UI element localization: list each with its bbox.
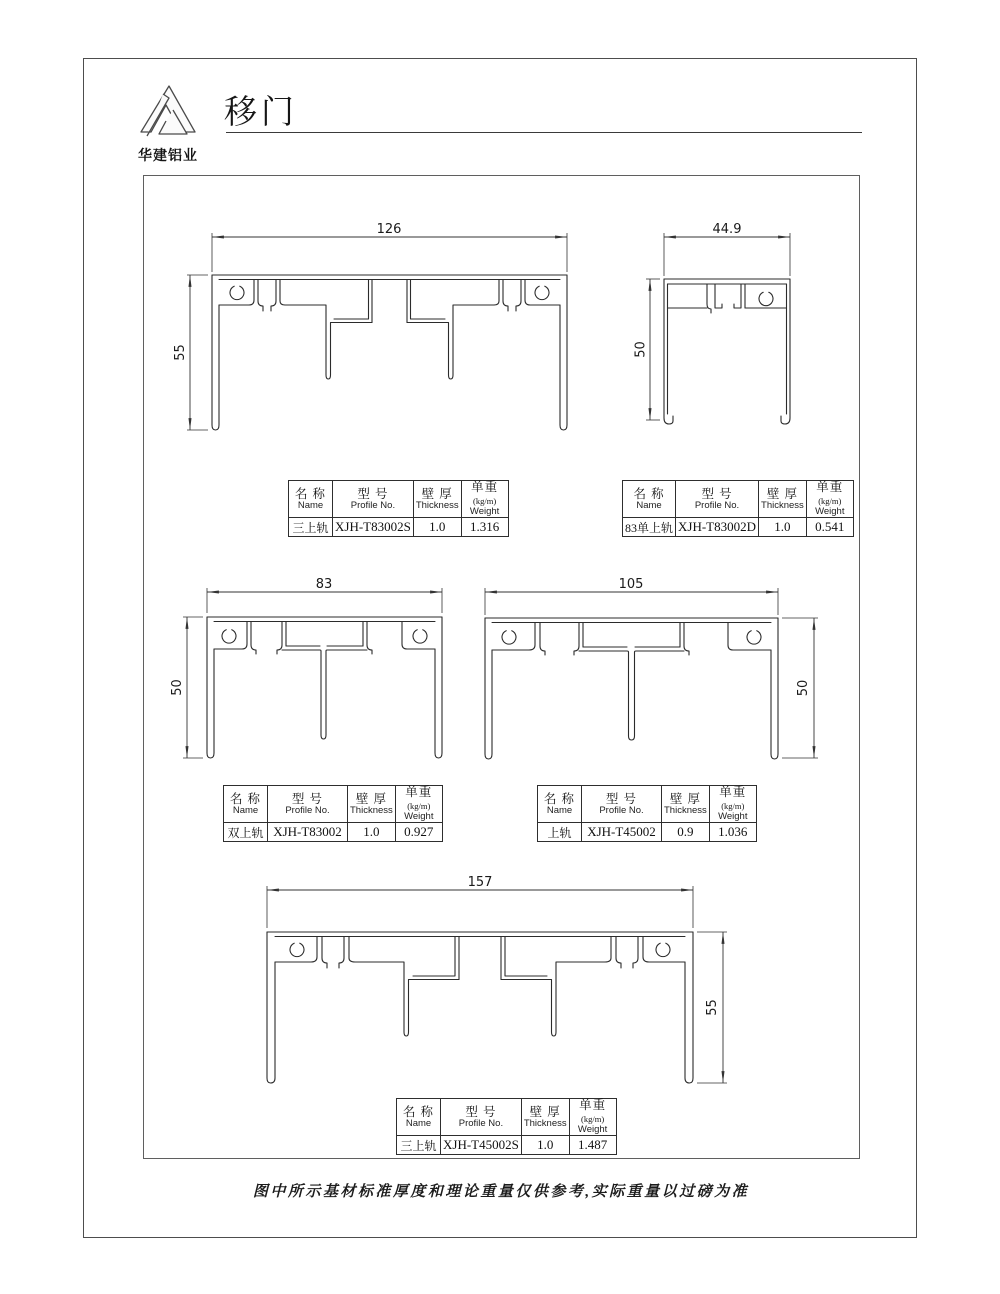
- profile-drawing-t45002s: [233, 873, 788, 1103]
- title-underline: [226, 132, 862, 133]
- clip-detail: [502, 631, 516, 644]
- width-dimension: [485, 577, 778, 615]
- table-row: [224, 823, 443, 842]
- col-header-name: 名 称 Name: [623, 481, 676, 518]
- col-header-thickness: 壁 厚 Thickness: [521, 1099, 569, 1136]
- clip-detail: [230, 286, 244, 299]
- profile-thickness: 0.9: [662, 823, 710, 842]
- width-dim-label: 83: [315, 577, 333, 592]
- height-dim-label: 50: [796, 679, 811, 697]
- profile-model: XJH-T45002: [582, 823, 662, 842]
- clip-detail: [222, 630, 236, 643]
- profile-thickness: 1.0: [413, 518, 461, 537]
- spec-table-t45002: [537, 785, 757, 842]
- height-dimension: [173, 275, 208, 430]
- col-header-name: 名 称 Name: [289, 481, 333, 518]
- col-header-weight: 单重(kg/m) Weight: [806, 481, 853, 518]
- spec-table-t45002s: [396, 1098, 617, 1155]
- col-header-weight: 单重(kg/m) Weight: [569, 1099, 616, 1136]
- col-header-model: 型 号 Profile No.: [582, 786, 662, 823]
- col-header-weight: 单重(kg/m) Weight: [709, 786, 756, 823]
- col-header-thickness: 壁 厚 Thickness: [348, 786, 396, 823]
- spec-table-t83002d: [622, 480, 854, 537]
- height-dimension: [697, 932, 727, 1083]
- profile-model: XJH-T83002: [268, 823, 348, 842]
- profile-name: 三上轨: [397, 1136, 441, 1155]
- page-title: 移门: [224, 95, 298, 131]
- height-dim-label: 55: [705, 999, 720, 1016]
- profile-name: 三上轨: [289, 518, 333, 537]
- col-header-weight: 单重(kg/m) Weight: [461, 481, 508, 518]
- profile-cross-section: [664, 279, 790, 424]
- clip-detail: [413, 630, 427, 643]
- col-header-model: 型 号 Profile No.: [333, 481, 414, 518]
- profile-cross-section: [212, 275, 567, 430]
- profile-weight: 0.541: [806, 518, 853, 537]
- profile-thickness: 1.0: [521, 1136, 569, 1155]
- col-header-name: 名 称 Name: [397, 1099, 441, 1136]
- profile-cross-section: [267, 932, 693, 1083]
- width-dimension: [212, 222, 567, 272]
- table-row: [289, 518, 509, 537]
- logo-text: 华建铝业: [138, 147, 198, 163]
- height-dimension: [782, 618, 818, 758]
- clip-detail: [290, 943, 304, 956]
- clip-detail: [747, 631, 761, 644]
- profile-thickness: 1.0: [759, 518, 807, 537]
- profile-weight: 1.036: [709, 823, 756, 842]
- col-header-thickness: 壁 厚 Thickness: [759, 481, 807, 518]
- height-dim-label: 50: [170, 679, 185, 696]
- col-header-model: 型 号 Profile No.: [676, 481, 759, 518]
- col-header-thickness: 壁 厚 Thickness: [413, 481, 461, 518]
- profile-cross-section: [207, 617, 442, 758]
- width-dim-label: 157: [467, 875, 493, 890]
- profile-drawing-t45002: [450, 558, 825, 775]
- table-row: [623, 518, 854, 537]
- profile-thickness: 1.0: [348, 823, 396, 842]
- profile-name: 上轨: [538, 823, 582, 842]
- logo-triangle-icon: [133, 84, 203, 142]
- profile-weight: 1.316: [461, 518, 508, 537]
- profile-name: 双上轨: [224, 823, 268, 842]
- col-header-thickness: 壁 厚 Thickness: [662, 786, 710, 823]
- table-row: [538, 823, 757, 842]
- width-dim-label: 44.9: [712, 222, 742, 237]
- profile-weight: 1.487: [569, 1136, 616, 1155]
- profile-cross-section: [485, 618, 778, 759]
- company-logo: [126, 84, 210, 165]
- width-dimension: [207, 577, 442, 613]
- profile-name: 83单上轨: [623, 518, 676, 537]
- col-header-name: 名 称 Name: [224, 786, 268, 823]
- profile-weight: 0.927: [395, 823, 442, 842]
- height-dim-label: 55: [173, 344, 188, 361]
- profile-drawing-t83002s: [175, 220, 580, 442]
- profile-model: XJH-T83002D: [676, 518, 759, 537]
- profile-model: XJH-T83002S: [333, 518, 414, 537]
- profile-drawing-t83002: [170, 558, 465, 775]
- spec-table-t83002: [223, 785, 443, 842]
- col-header-model: 型 号 Profile No.: [441, 1099, 522, 1136]
- width-dimension: [267, 875, 693, 928]
- profile-drawing-t83002d: [633, 220, 815, 442]
- width-dim-label: 126: [376, 222, 402, 237]
- clip-detail: [656, 943, 670, 956]
- width-dimension: [664, 222, 790, 276]
- width-dim-label: 105: [618, 577, 644, 592]
- height-dimension: [170, 617, 203, 758]
- col-header-name: 名 称 Name: [538, 786, 582, 823]
- footer-disclaimer: 图中所示基材标准厚度和理论重量仅供参考,实际重量以过磅为准: [252, 1184, 750, 1200]
- height-dim-label: 50: [633, 341, 649, 358]
- spec-table-t83002s: [288, 480, 509, 537]
- col-header-model: 型 号 Profile No.: [268, 786, 348, 823]
- clip-detail: [759, 292, 773, 305]
- profile-model: XJH-T45002S: [441, 1136, 522, 1155]
- table-row: [397, 1136, 617, 1155]
- clip-detail: [535, 286, 549, 299]
- col-header-weight: 单重(kg/m) Weight: [395, 786, 442, 823]
